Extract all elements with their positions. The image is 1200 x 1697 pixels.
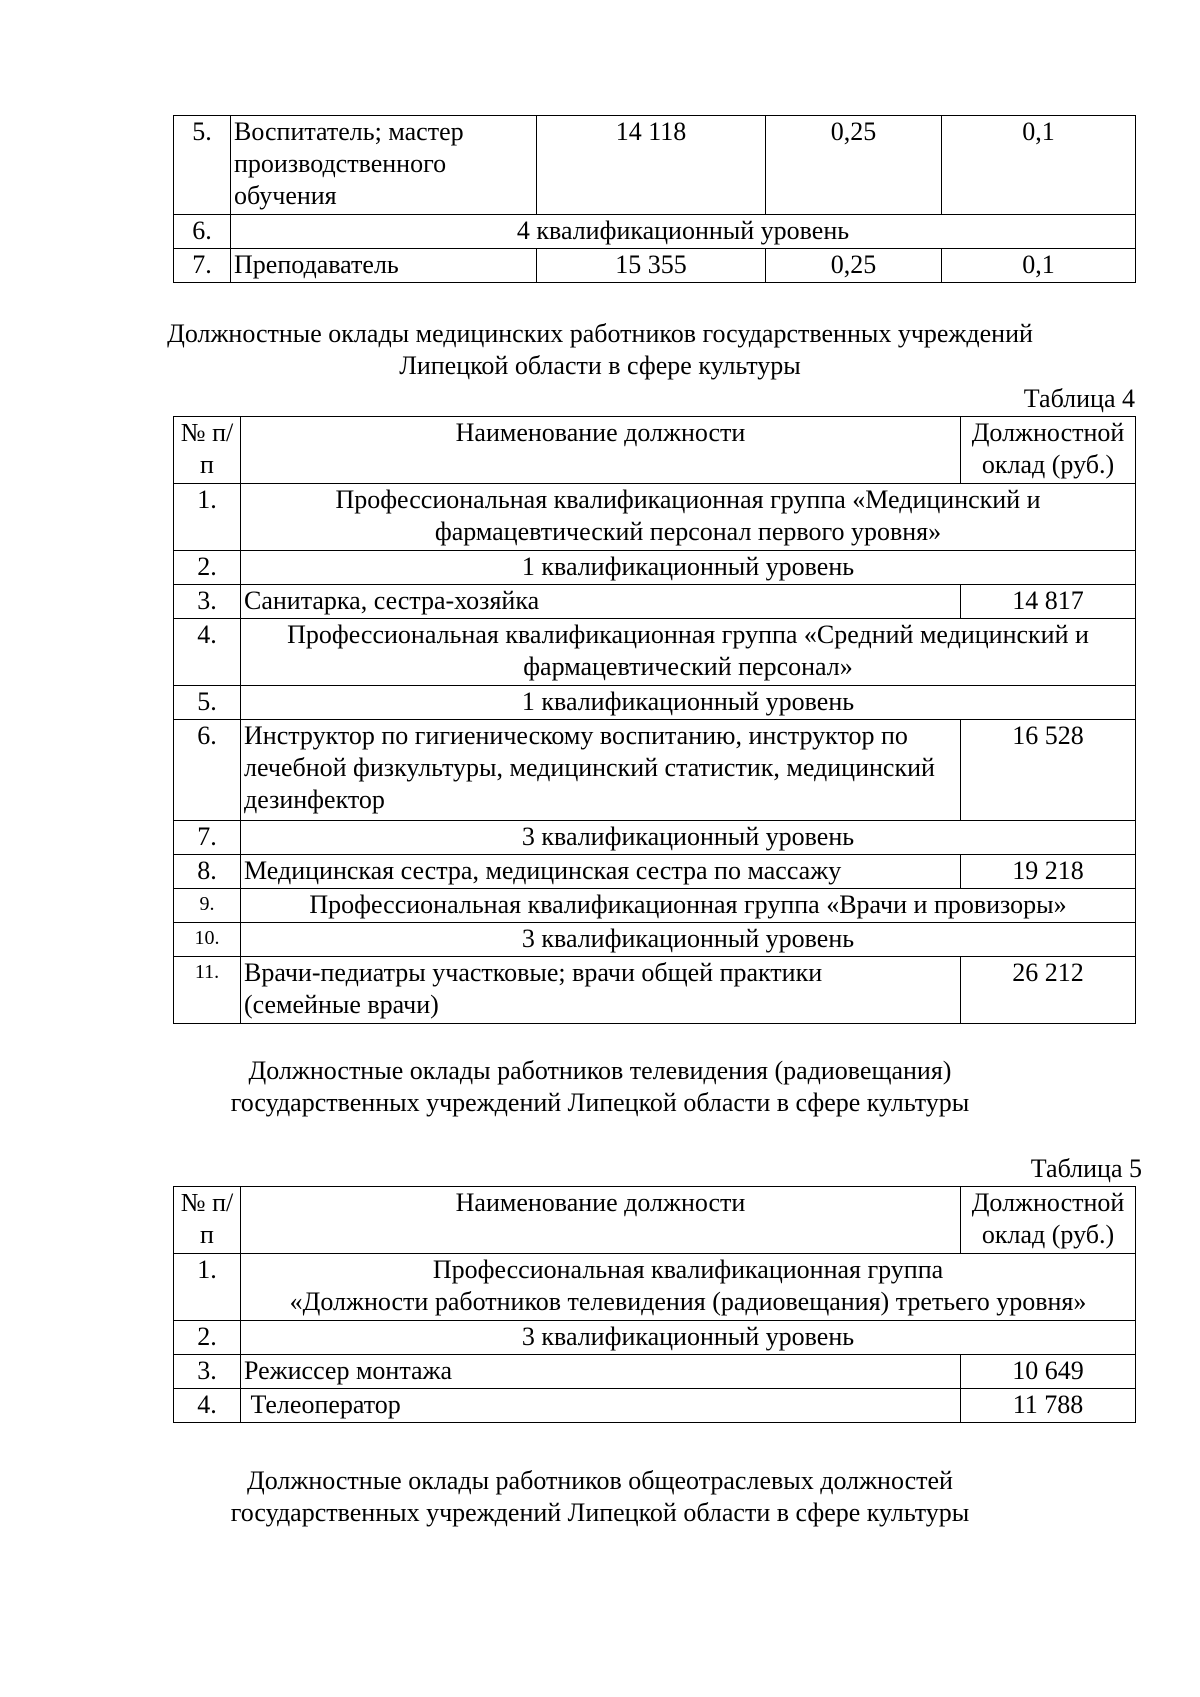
- row-number: 11.: [174, 957, 241, 1024]
- heading-line: Должностные оклады работников телевидения (радиовещания): [248, 1056, 952, 1085]
- table-row: [174, 889, 1136, 923]
- group-title: Профессиональная квалификационная группа «Медицинский и фармацевтический персонал первого уровня»: [241, 484, 1136, 551]
- position-name: Медицинская сестра, медицинская сестра по массажу: [241, 855, 961, 889]
- coefficient-1: 0,25: [766, 116, 942, 215]
- group-title: Профессиональная квалификационная группа «Средний медицинский и фармацевтический персонал»: [241, 619, 1136, 686]
- coefficient-2: 0,1: [942, 249, 1136, 283]
- section-heading: [0, 1465, 1200, 1529]
- heading-line: Липецкой области в сфере культуры: [399, 351, 801, 380]
- row-number: 8.: [174, 855, 241, 889]
- table-row: [174, 619, 1136, 686]
- table-4: [173, 416, 1136, 1024]
- header-name: Наименование должности: [241, 1187, 961, 1254]
- qualification-level: 3 квалификационный уровень: [241, 1321, 1136, 1355]
- table-row: [174, 484, 1136, 551]
- salary-value: 16 528: [961, 720, 1136, 821]
- table-row: [174, 215, 1136, 249]
- salary-value: 11 788: [961, 1389, 1136, 1423]
- salary-value: 19 218: [961, 855, 1136, 889]
- position-name: Преподаватель: [231, 249, 537, 283]
- header-salary: Должностной оклад (руб.): [961, 417, 1136, 484]
- row-number: 6.: [174, 215, 231, 249]
- table-row: [174, 720, 1136, 821]
- table-row: [174, 1355, 1136, 1389]
- row-number: 7.: [174, 821, 241, 855]
- table-5: [173, 1186, 1136, 1423]
- qualification-level: 4 квалификационный уровень: [231, 215, 1136, 249]
- heading-line: Должностные оклады медицинских работников государственных учреждений: [167, 319, 1033, 348]
- qualification-level: 3 квалификационный уровень: [241, 821, 1136, 855]
- row-number: 6.: [174, 720, 241, 821]
- header-salary: Должностной оклад (руб.): [961, 1187, 1136, 1254]
- table-header-row: [174, 417, 1136, 484]
- group-title-line: Профессиональная квалификационная группа: [432, 1255, 944, 1284]
- salary-value: 26 212: [961, 957, 1136, 1024]
- table-row: [174, 855, 1136, 889]
- table-label: Таблица 5: [1030, 1154, 1142, 1183]
- salary-value: 14 118: [537, 116, 766, 215]
- position-name: Телеоператор: [241, 1389, 961, 1423]
- coefficient-2: 0,1: [942, 116, 1136, 215]
- table-row: [174, 585, 1136, 619]
- position-name: Воспитатель; мастер производственного обучения: [231, 116, 537, 215]
- position-name: Врачи-педиатры участковые; врачи общей практики (семейные врачи): [241, 957, 961, 1024]
- salary-value: 15 355: [537, 249, 766, 283]
- table-row: [174, 923, 1136, 957]
- header-number: № п/п: [174, 1187, 241, 1254]
- table-label: Таблица 4: [1023, 384, 1135, 413]
- table-header-row: [174, 1187, 1136, 1254]
- table-row: [174, 1389, 1136, 1423]
- table-row: [174, 116, 1136, 215]
- group-title: Профессиональная квалификационная группа «Врачи и провизоры»: [241, 889, 1136, 923]
- position-name: Режиссер монтажа: [241, 1355, 961, 1389]
- heading-line: государственных учреждений Липецкой области в сфере культуры: [230, 1498, 970, 1527]
- table-row: [174, 686, 1136, 720]
- group-title-line: «Должности работников телевидения (радиовещания) третьего уровня»: [289, 1287, 1087, 1316]
- coefficient-1: 0,25: [766, 249, 942, 283]
- row-number: 4.: [174, 619, 241, 686]
- section-heading: [0, 318, 1200, 382]
- qualification-level: 3 квалификационный уровень: [241, 923, 1136, 957]
- table-row: [174, 1321, 1136, 1355]
- qualification-level: 1 квалификационный уровень: [241, 686, 1136, 720]
- salary-value: 10 649: [961, 1355, 1136, 1389]
- row-number: 4.: [174, 1389, 241, 1423]
- position-name: Санитарка, сестра-хозяйка: [241, 585, 961, 619]
- group-title: [241, 1254, 1136, 1321]
- row-number: 9.: [174, 889, 241, 923]
- row-number: 1.: [174, 1254, 241, 1321]
- salary-value: 14 817: [961, 585, 1136, 619]
- heading-line: Должностные оклады работников общеотраслевых должностей: [247, 1466, 953, 1495]
- table-3-continuation: [173, 115, 1136, 283]
- table-row: [174, 249, 1136, 283]
- qualification-level: 1 квалификационный уровень: [241, 551, 1136, 585]
- row-number: 7.: [174, 249, 231, 283]
- header-number: № п/п: [174, 417, 241, 484]
- table-row: [174, 551, 1136, 585]
- row-number: 5.: [174, 116, 231, 215]
- table-row: [174, 821, 1136, 855]
- header-name: Наименование должности: [241, 417, 961, 484]
- table-row: [174, 957, 1136, 1024]
- row-number: 1.: [174, 484, 241, 551]
- row-number: 3.: [174, 1355, 241, 1389]
- heading-line: государственных учреждений Липецкой области в сфере культуры: [230, 1088, 970, 1117]
- section-heading: [0, 1055, 1200, 1119]
- table-row: [174, 1254, 1136, 1321]
- row-number: 10.: [174, 923, 241, 957]
- row-number: 3.: [174, 585, 241, 619]
- position-name: Инструктор по гигиеническому воспитанию, инструктор по лечебной физкультуры, медицинский статистик, медицинский дезинфектор: [241, 720, 961, 821]
- row-number: 2.: [174, 551, 241, 585]
- row-number: 5.: [174, 686, 241, 720]
- row-number: 2.: [174, 1321, 241, 1355]
